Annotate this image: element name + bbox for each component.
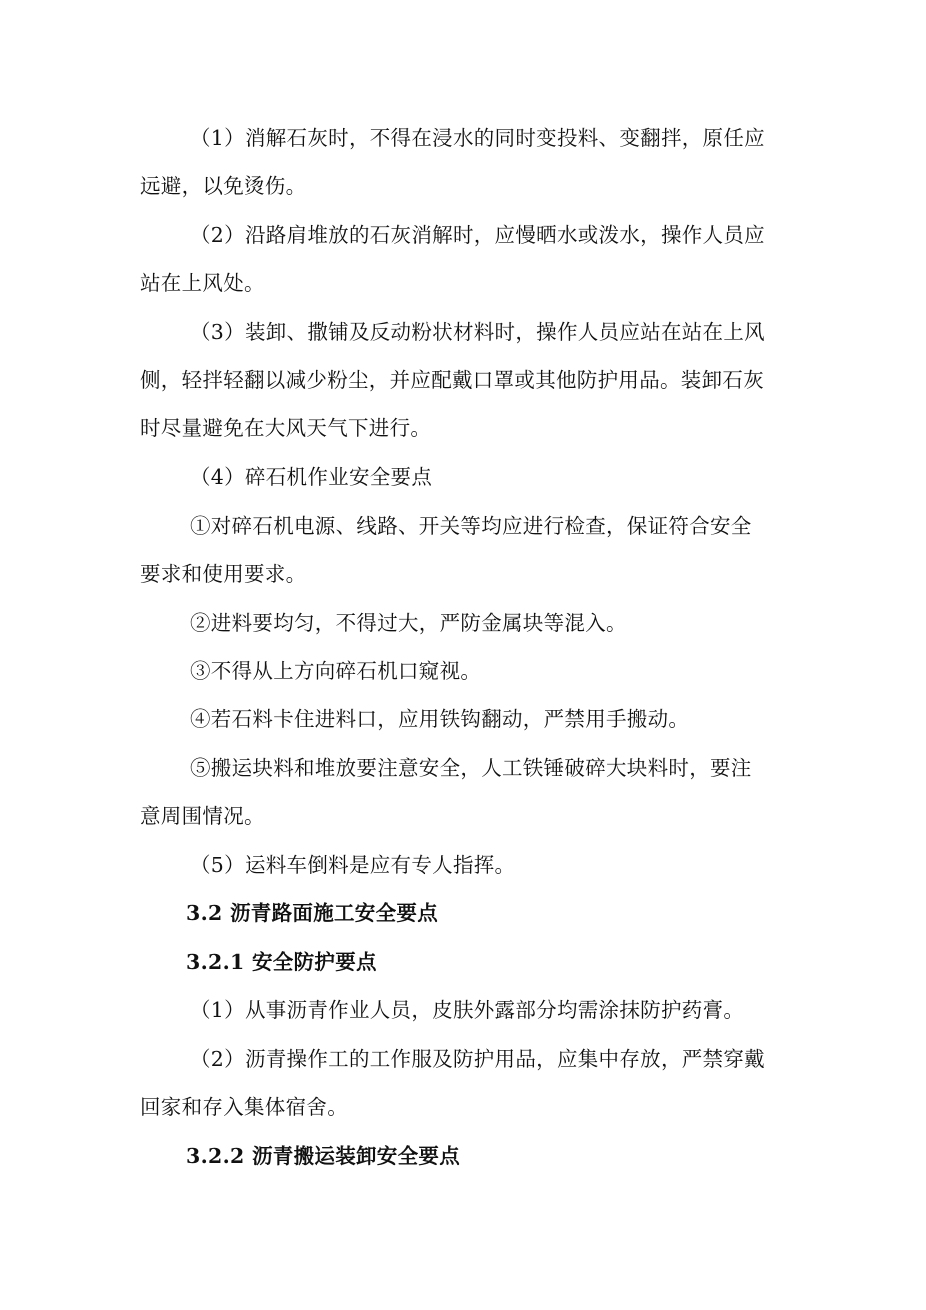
section-heading-3-2-1: 3.2.1 安全防护要点 <box>186 950 377 974</box>
list-item-1-line-1: ①对碎石机电源、线路、开关等均应进行检查，保证符合安全 <box>190 514 752 538</box>
list-item-5-line-1: ⑤搬运块料和堆放要注意安全，人工铁锤破碎大块料时，要注 <box>190 756 752 780</box>
paragraph-3-line-2: 侧，轻拌轻翻以减少粉尘，并应配戴口罩或其他防护用品。装卸石灰 <box>140 368 764 392</box>
section-heading-3-2: 3.2 沥青路面施工安全要点 <box>186 901 439 925</box>
paragraph-5: （5）运料车倒料是应有专人指挥。 <box>190 853 516 877</box>
list-item-1-line-2: 要求和使用要求。 <box>140 562 307 586</box>
paragraph-2-line-1: （2）沿路肩堆放的石灰消解时，应慢晒水或泼水，操作人员应 <box>190 223 765 247</box>
section-heading-3-2-2: 3.2.2 沥青搬运装卸安全要点 <box>186 1144 461 1168</box>
paragraph-1-line-2: 远避，以免烫伤。 <box>140 174 307 198</box>
list-item-3: ③不得从上方向碎石机口窥视。 <box>190 659 482 683</box>
paragraph-3-line-3: 时尽量避免在大风天气下进行。 <box>140 416 432 440</box>
paragraph-7-line-1: （2）沥青操作工的工作服及防护用品，应集中存放，严禁穿戴 <box>190 1047 765 1071</box>
list-item-5-line-2: 意周围情况。 <box>140 804 265 828</box>
paragraph-3-line-1: （3）装卸、撒铺及反动粉状材料时，操作人员应站在站在上风 <box>190 320 765 344</box>
paragraph-2-line-2: 站在上风处。 <box>140 271 265 295</box>
paragraph-4: （4）碎石机作业安全要点 <box>190 465 433 489</box>
paragraph-1-line-1: （1）消解石灰时，不得在浸水的同时变投料、变翻拌，原任应 <box>190 126 765 150</box>
paragraph-7-line-2: 回家和存入集体宿舍。 <box>140 1095 348 1119</box>
list-item-4: ④若石料卡住进料口，应用铁钩翻动，严禁用手搬动。 <box>190 707 690 731</box>
paragraph-6: （1）从事沥青作业人员，皮肤外露部分均需涂抹防护药膏。 <box>190 998 745 1022</box>
list-item-2: ②进料要均匀，不得过大，严防金属块等混入。 <box>190 611 627 635</box>
